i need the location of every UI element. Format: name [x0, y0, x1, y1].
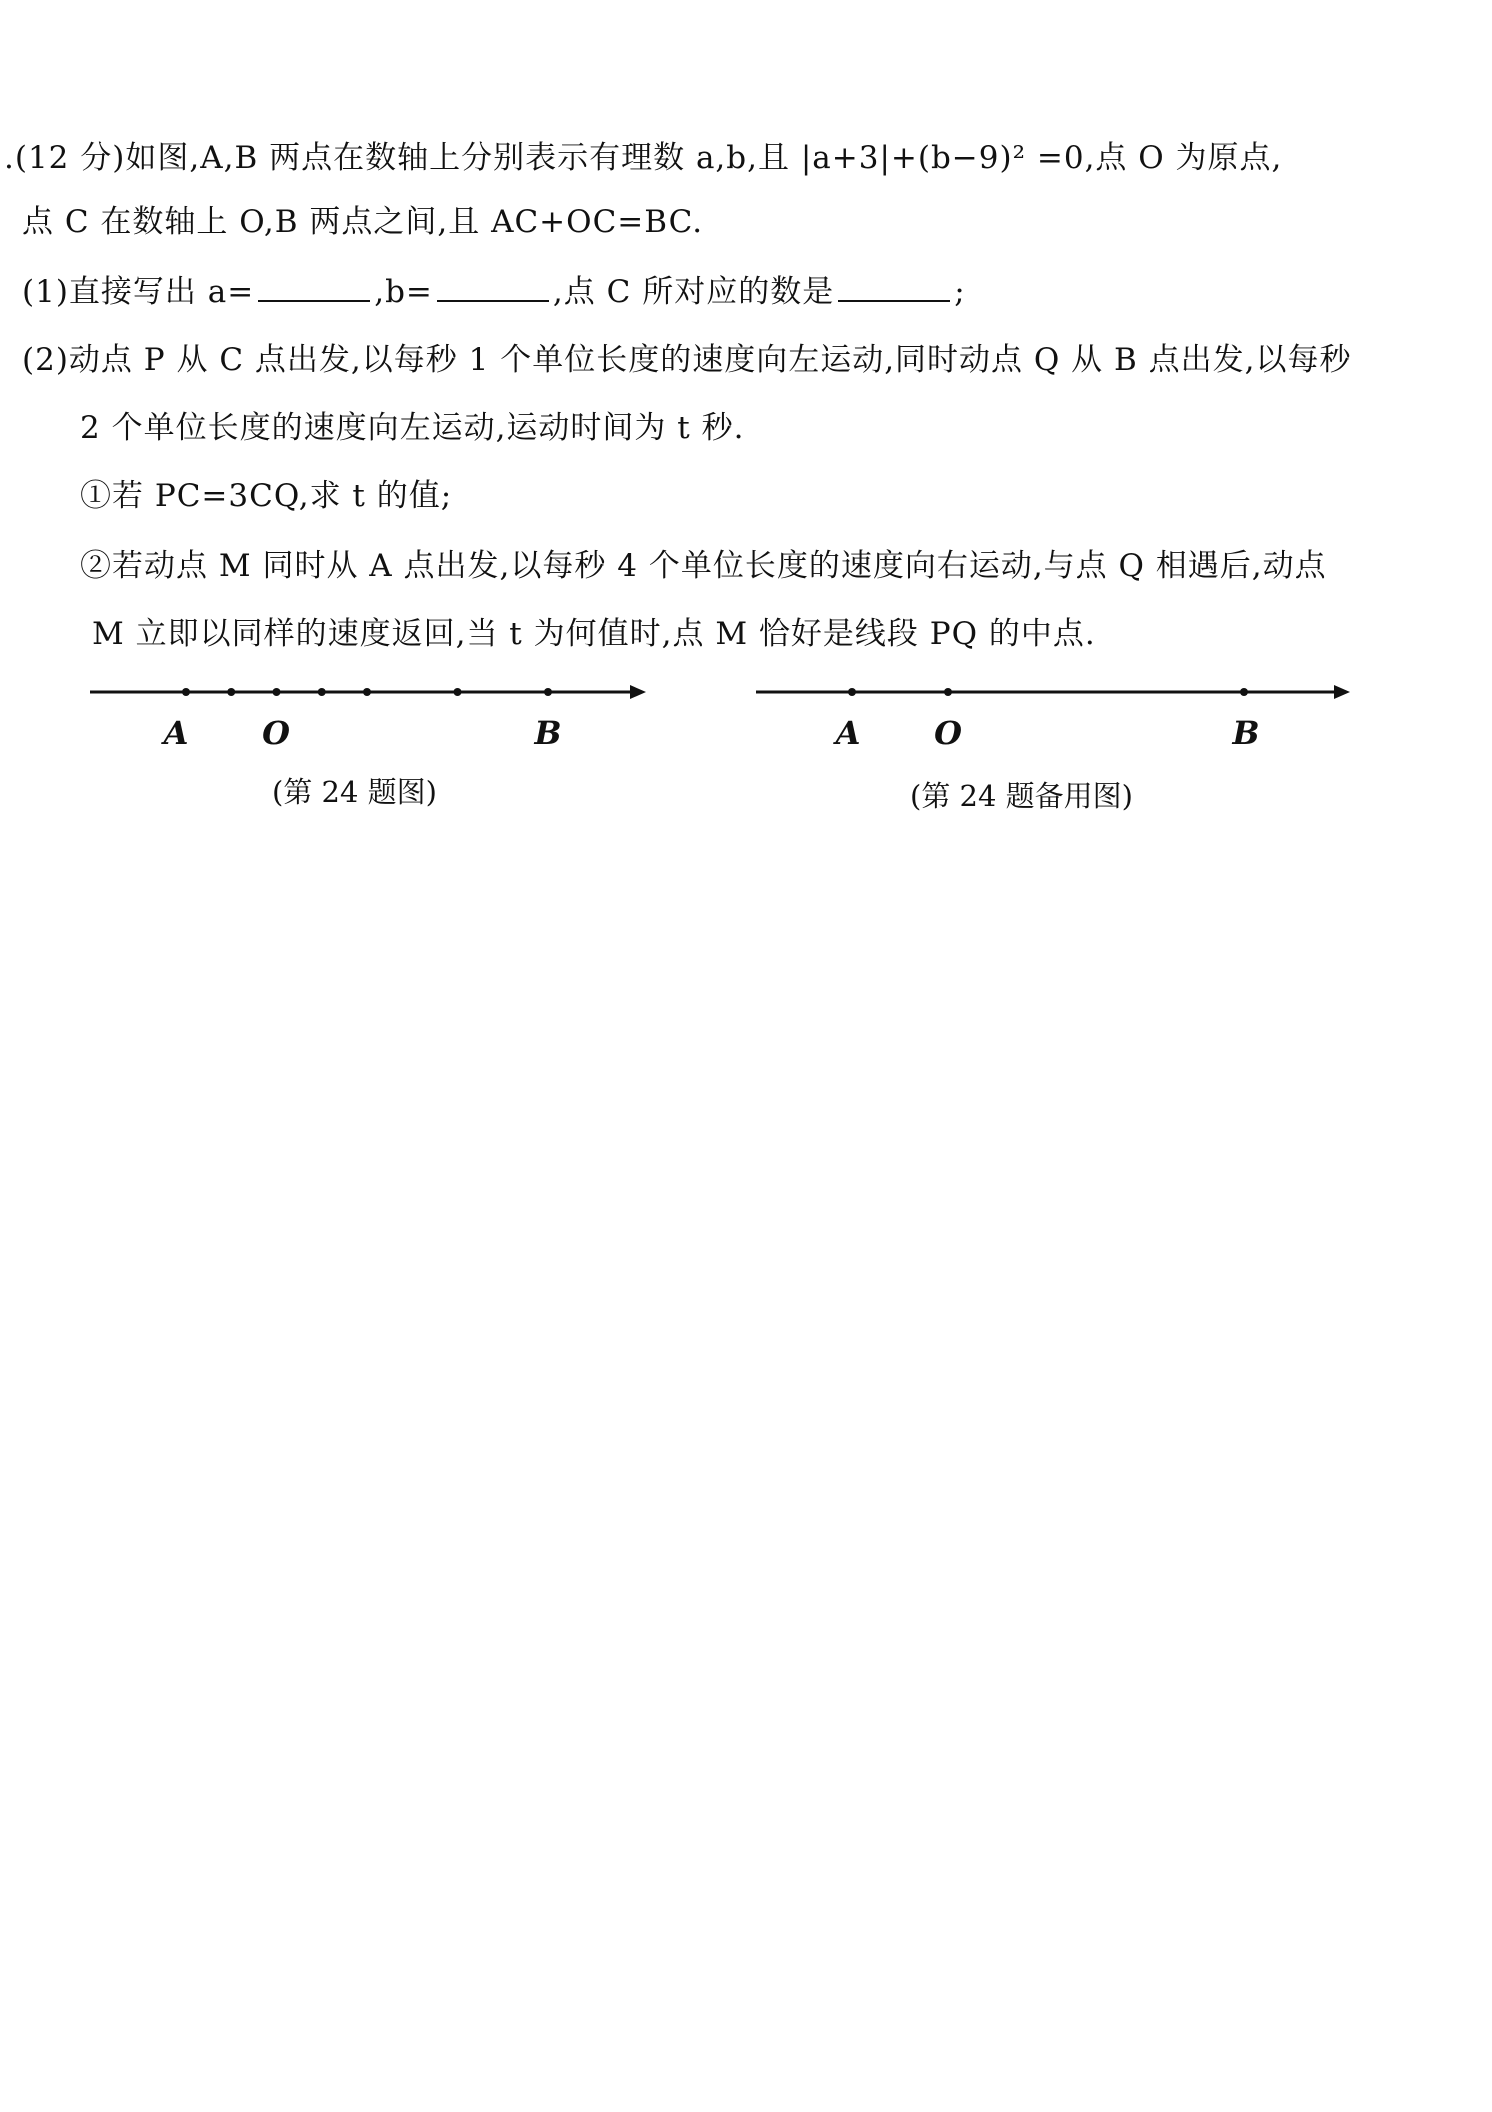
label-a: A	[163, 714, 189, 752]
part2-sub2-line2: M 立即以同样的速度返回,当 t 为何值时,点 M 恰好是线段 PQ 的中点.	[92, 616, 1096, 652]
label-b: B	[1232, 714, 1260, 752]
question-stem-line1	[4, 138, 1282, 178]
tick-point-3	[318, 688, 326, 696]
point-o	[944, 688, 952, 696]
part1-text-a: 直接写出 a=	[68, 274, 255, 310]
part1-text-b: ,b=	[374, 274, 433, 310]
question-stem-line2: 点 C 在数轴上 O,B 两点之间,且 AC+OC=BC.	[22, 204, 704, 240]
number-line-main	[90, 672, 650, 762]
part2-line2: 2 个单位长度的速度向左运动,运动时间为 t 秒.	[80, 410, 745, 446]
answer-blank-a[interactable]	[258, 272, 370, 302]
label-a: A	[835, 714, 861, 752]
figure-main-caption: (第 24 题图)	[272, 775, 437, 809]
question-score: (12 分)	[14, 140, 126, 176]
label-b: B	[534, 714, 562, 752]
part1-text-c: ,点 C 所对应的数是	[552, 274, 835, 310]
number-line-backup	[756, 672, 1356, 762]
axis-arrow-icon	[630, 685, 646, 699]
tick-point-5	[454, 688, 462, 696]
point-b	[1240, 688, 1248, 696]
tick-point-4	[363, 688, 371, 696]
tick-point-1	[227, 688, 235, 696]
stem-text-1: 如图,A,B 两点在数轴上分别表示有理数 a,b,且 |a+3|+(b−9)² =0,点 O 为原点,	[125, 140, 1283, 176]
part2-line1: (2)动点 P 从 C 点出发,以每秒 1 个单位长度的速度向左运动,同时动点 Q 从 B 点出发,以每秒	[22, 342, 1352, 378]
part2-sub1: ①若 PC=3CQ,求 t 的值;	[80, 478, 453, 514]
part1-text-end: ;	[954, 274, 966, 310]
point-a	[848, 688, 856, 696]
part1-label: (1)	[22, 274, 69, 310]
tick-point-0	[182, 688, 190, 696]
label-o: O	[934, 714, 962, 752]
figure-backup-caption: (第 24 题备用图)	[910, 779, 1133, 813]
tick-point-6	[544, 688, 552, 696]
question-number-prefix: .	[4, 140, 15, 176]
label-o: O	[262, 714, 290, 752]
part2-sub2-line1: ②若动点 M 同时从 A 点出发,以每秒 4 个单位长度的速度向右运动,与点 Q 相遇后,动点	[80, 548, 1327, 584]
answer-blank-b[interactable]	[437, 272, 549, 302]
axis-arrow-icon	[1334, 685, 1350, 699]
tick-point-2	[273, 688, 281, 696]
answer-blank-c[interactable]	[838, 272, 950, 302]
part1-line	[22, 272, 966, 312]
